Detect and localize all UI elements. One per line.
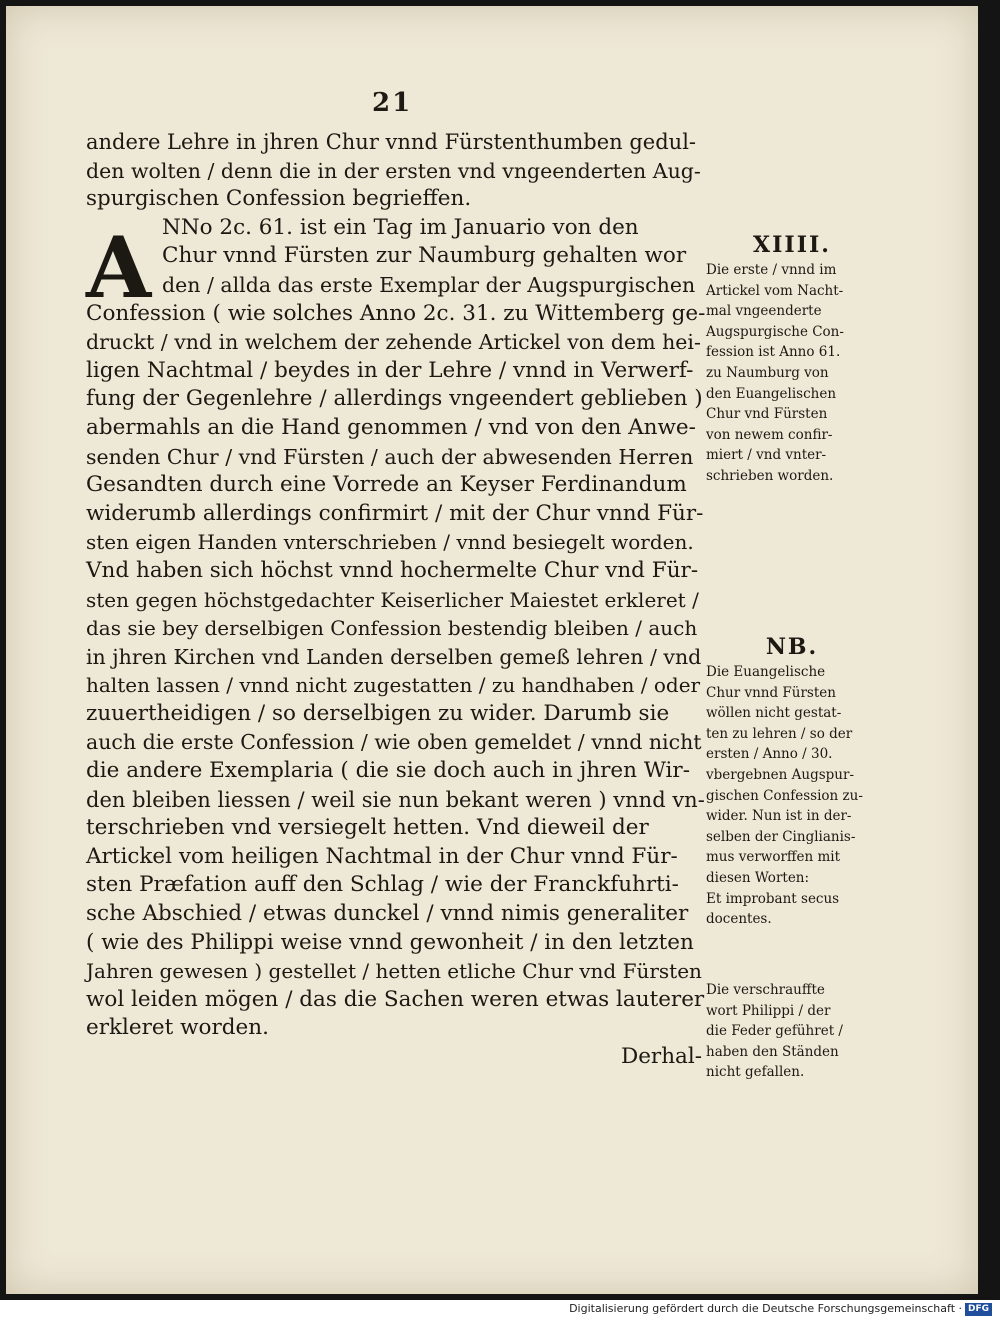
margin-note-line: von newem confir- <box>706 426 833 443</box>
text-line: das sie bey derselbigen Confession bestendig bleiben / auch <box>86 616 698 641</box>
text-line: widerumb allerdings confirmirt / mit der Chur vnnd Für- <box>86 500 704 526</box>
text-line: senden Chur / vnd Fürsten / auch der abwesenden Herren <box>86 444 694 469</box>
text-line: auch die erste Confession / wie oben gemeldet / vnnd nicht <box>86 730 702 755</box>
text-line: erkleret worden. <box>86 1015 269 1041</box>
text-line: sten Præfation auff den Schlag / wie der Franckfuhrti- <box>86 872 679 898</box>
catchword: Derhal- <box>620 1044 702 1069</box>
margin-note-heading: XIIII. <box>753 232 831 258</box>
text-line: druckt / vnd in welchem der zehende Artickel von dem hei- <box>86 330 701 355</box>
margin-note-line: docentes. <box>706 911 772 928</box>
margin-note-line: Die verschrauffte <box>706 982 825 998</box>
drop-cap-initial: A <box>86 218 152 317</box>
margin-note-line: haben den Ständen <box>706 1043 839 1060</box>
footer-bar <box>0 1300 1000 1319</box>
text-line: wol leiden mögen / das die Sachen weren etwas lauterer <box>86 986 705 1012</box>
margin-note-line: diesen Worten: <box>706 869 810 886</box>
margin-note-philippi <box>706 980 878 1083</box>
margin-note-line: Die Euangelische <box>706 664 826 680</box>
margin-note-nb <box>706 632 878 930</box>
text-line: den wolten / denn die in der ersten vnd vngeenderten Aug- <box>86 158 701 183</box>
text-line: sche Abschied / etwas dunckel / vnnd nimis generaliter <box>86 901 689 927</box>
text-line: Artickel vom heiligen Nachtmal in der Chur vnnd Für- <box>86 843 678 869</box>
text-line: Chur vnnd Fürsten zur Naumburg gehalten wor <box>162 243 687 269</box>
funding-notice: Digitalisierung gefördert durch die Deutsche Forschungsgemeinschaft · <box>569 1302 962 1315</box>
margin-note-line: Chur vnd Fürsten <box>706 406 828 423</box>
margin-note-line: mal vngeenderte <box>706 303 822 320</box>
text-line: andere Lehre in jhren Chur vnnd Fürstenthumben gedul- <box>86 130 697 154</box>
text-line: Gesandten durch eine Vorrede an Keyser Ferdinandum <box>86 472 687 498</box>
text-line: halten lassen / vnnd nicht zugestatten / zu handhaben / oder <box>86 673 701 698</box>
dfg-logo: DFG <box>965 1303 992 1316</box>
margin-note-line: selben der Cinglianis- <box>706 828 856 845</box>
text-line: sten eigen Handen vnterschrieben / vnnd besiegelt worden. <box>86 530 694 555</box>
text-line: terschrieben vnd versiegelt hetten. Vnd dieweil der <box>86 815 649 841</box>
margin-note-line: ersten / Anno / 30. <box>706 746 833 763</box>
margin-note-line: gischen Confession zu- <box>706 787 863 804</box>
margin-note-line: Die erste / vnnd im <box>706 262 837 278</box>
margin-note-line: wöllen nicht gestat- <box>706 705 842 722</box>
margin-note-line: Artickel vom Nacht- <box>706 282 844 299</box>
margin-note-heading: NB. <box>765 634 819 660</box>
margin-note-xiiii <box>706 230 878 487</box>
margin-note-line: Chur vnnd Fürsten <box>706 684 836 701</box>
margin-note-line: nicht gefallen. <box>706 1064 805 1081</box>
margin-note-line: miert / vnd vnter- <box>706 447 827 464</box>
margin-note-line: zu Naumburg von <box>706 364 829 381</box>
text-line: Jahren gewesen ) gestellet / hetten etliche Chur vnd Fürsten <box>86 959 702 984</box>
margin-note-line: schrieben worden. <box>706 467 834 484</box>
margin-note-line: Et improbant secus <box>706 890 840 907</box>
margin-note-line: wider. Nun ist in der- <box>706 808 852 825</box>
margin-note-line: den Euangelischen <box>706 385 837 402</box>
main-text-column <box>86 128 706 1072</box>
text-line: spurgischen Confession begrieffen. <box>86 186 472 212</box>
margin-note-line: Augspurgische Con- <box>706 323 844 340</box>
text-line: NNo 2c. 61. ist ein Tag im Januario von den <box>162 214 639 240</box>
margin-note-line: ten zu lehren / so der <box>706 725 853 742</box>
text-line: fung der Gegenlehre / allerdings vngeendert geblieben ) <box>86 386 703 412</box>
text-line: sten gegen höchstgedachter Keiserlicher Maiestet erkleret / <box>86 587 699 612</box>
margin-note-line: vbergebnen Augspur- <box>706 766 855 783</box>
text-line: in jhren Kirchen vnd Landen derselben gemeß lehren / vnd <box>86 644 702 669</box>
text-line: ligen Nachtmal / beydes in der Lehre / vnnd in Verwerf- <box>86 357 694 383</box>
text-line: zuuertheidigen / so derselbigen zu wider. Darumb sie <box>86 700 670 726</box>
text-line: den / allda das erste Exemplar der Augspurgischen <box>162 272 696 297</box>
page-number: 21 <box>372 88 413 118</box>
margin-note-line: die Feder geführet / <box>706 1023 843 1040</box>
text-line: den bleiben liessen / weil sie nun bekant weren ) vnnd vn- <box>86 787 705 812</box>
text-line: abermahls an die Hand genommen / vnd von den Anwe- <box>86 414 696 440</box>
margin-note-line: mus verworffen mit <box>706 849 841 866</box>
text-line: Confession ( wie solches Anno 2c. 31. zu Wittemberg ge- <box>86 300 706 326</box>
text-line: ( wie des Philippi weise vnnd gewonheit / in den letzten <box>86 929 694 955</box>
text-line: die andere Exemplaria ( die sie doch auch in jhren Wir- <box>86 758 690 784</box>
margin-note-line: fession ist Anno 61. <box>706 344 841 361</box>
text-line: Vnd haben sich höchst vnnd hochermelte Chur vnd Für- <box>86 557 699 583</box>
margin-note-line: wort Philippi / der <box>706 1002 831 1019</box>
